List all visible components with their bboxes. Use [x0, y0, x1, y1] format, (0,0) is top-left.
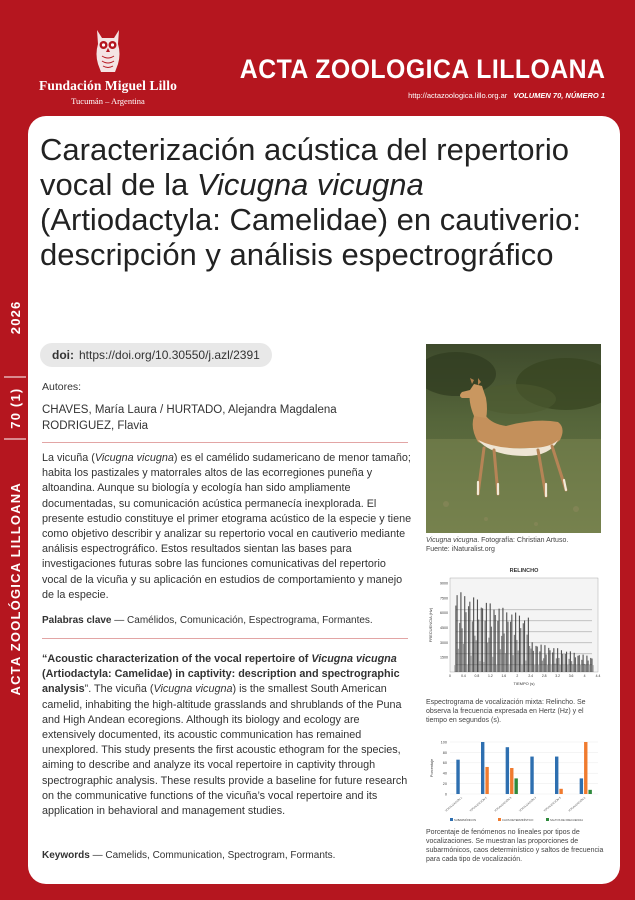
spectrogram-y-tick: 1500 [440, 655, 448, 660]
bar [481, 742, 484, 794]
spectrogram-x-tick: 0.4 [461, 674, 466, 678]
spectrogram-column [473, 597, 474, 672]
spectrogram-column [541, 645, 542, 672]
spectrogram-x-tick: 4.4 [595, 674, 601, 678]
spectrogram-column [567, 665, 568, 672]
spectrogram-column [519, 616, 520, 672]
spectrogram-column [532, 642, 533, 672]
bar [514, 778, 517, 794]
spectrogram-y-label: FRECUENCIA (Hz) [428, 607, 433, 643]
spectrogram-column [483, 662, 484, 672]
spectrogram-column [499, 609, 500, 672]
spectrogram-x-tick: 1.2 [488, 674, 493, 678]
spectrogram-column [513, 655, 514, 672]
bar-y-tick: 0 [444, 792, 447, 797]
spectrogram-x-label: TIEMPO (s) [513, 681, 535, 686]
spectrogram-column [521, 665, 522, 672]
spectrogram-column [546, 655, 547, 672]
spectrogram-harmonic-band [456, 664, 592, 665]
spectrogram-column [557, 648, 558, 672]
spectrogram-harmonic-band [456, 642, 592, 643]
spectrogram-column [455, 606, 456, 672]
spectrogram-harmonic-band [456, 653, 592, 654]
spectrogram-column [457, 595, 458, 672]
spectrogram-column [509, 665, 510, 672]
spectrogram-column [511, 615, 512, 672]
spectrogram-column [529, 646, 530, 672]
spectrogram-x-tick: 1.6 [501, 674, 507, 678]
spectrogram-column [454, 665, 455, 672]
legend-label: SUBARMÓNICOS [454, 818, 477, 822]
spectrogram-column [542, 661, 543, 672]
spectrogram-column [565, 654, 566, 672]
spectrogram-column [477, 600, 478, 672]
bar-chart-caption: Porcentaje de fenómenos no lineales por tipos de vocalizaciones. Se muestran las proporciones de subarmónicos, caos determinístico y saltos de frecuencia para cada tipo de vocalización. [426, 829, 604, 863]
spectrogram-column [471, 656, 472, 672]
spectrogram-column [468, 606, 469, 672]
keywords-en: Keywords — Camelids, Communication, Spectrogram, Formants. [42, 850, 336, 861]
authors-label: Autores: [42, 381, 82, 393]
spectrogram-column [566, 652, 567, 672]
spectrogram-column [464, 596, 465, 672]
spectrogram-column [486, 603, 487, 672]
spectrogram-column [574, 653, 575, 672]
abstract-en: “Acoustic characterization of the vocal repertoire of Vicugna vicugna (Artiodactyla: Camelidae) in captivity: description and spectrographic analysis”. The vicuña (Vicugna vicugna) is the smallest South American camelid, inhabiting the high-altitude grasslands and shrublands of the Puna and High Andean ecoregions. Although its biology and ecology are extensively documented, its acoustic communication has remained unexplored. This study presents the first acoustic ethogram for the species, aiming to describe and analyze its vocal repertoire in captivity through spectrographic analysis. These results provide a baseline for future research on the communicative functions of the vicuña’s vocal repertoire and its application in behavioral and management studies. [42, 653, 408, 818]
header-meta [408, 91, 605, 100]
spectrogram-column [504, 633, 505, 672]
spectrogram-column [576, 665, 577, 672]
bar-x-tick: VOCALIZACIÓN 6 [567, 796, 587, 813]
spectrogram-column [538, 665, 539, 672]
spectrogram-y-tick: 4500 [440, 625, 448, 630]
bar [588, 790, 591, 794]
spectrogram-y-tick: 9000 [440, 581, 448, 586]
legend-label: SALTOS DE FRECUENCIA [550, 818, 584, 822]
doi-link[interactable]: https://doi.org/10.30550/j.azl/2391 [79, 348, 260, 362]
side-label [2, 300, 28, 695]
spectrogram-column [520, 628, 521, 672]
institution-logo [28, 26, 188, 106]
journal-title: ACTA ZOOLOGICA LILLOANA [239, 54, 605, 84]
authors-list: CHAVES, María Laura / HURTADO, Alejandra Magdalena RODRIGUEZ, Flavia [42, 404, 337, 432]
spectrogram-y-tick: 3000 [440, 640, 448, 645]
spectrogram-x-tick: 2.8 [541, 674, 547, 678]
spectrogram-column [577, 656, 578, 672]
spectrogram-column [588, 661, 589, 672]
spectrogram-column [528, 618, 529, 672]
divider [42, 638, 408, 639]
spectrogram-column [530, 649, 531, 672]
spectrogram-column [570, 651, 571, 672]
spectrogram-column [537, 647, 538, 672]
spectrogram-column [563, 665, 564, 672]
legend-swatch [450, 818, 453, 821]
bar-y-tick: 80 [442, 750, 447, 755]
spectrogram-x-tick: 3.2 [555, 674, 560, 678]
institution-name: Fundación Miguel Lillo [39, 78, 177, 93]
bar-y-tick: 40 [442, 771, 447, 776]
spectrogram-x-tick: 4 [583, 674, 586, 678]
spectrogram-column [463, 644, 464, 672]
spectrogram-column [481, 608, 482, 672]
bar [580, 778, 583, 794]
spectrogram-column [591, 659, 592, 672]
spectrogram-x-tick: 3.6 [568, 674, 574, 678]
vicuna-photo [426, 344, 601, 533]
spectrogram-column [569, 659, 570, 672]
side-journal: ACTA ZOOLÓGICA LILLOANA [7, 481, 23, 695]
spectrogram-column [462, 628, 463, 672]
spectrogram-column [505, 653, 506, 672]
bar-x-tick: VOCALIZACIÓN 4 [518, 796, 537, 813]
spectrogram-column [476, 640, 477, 672]
journal-url[interactable]: http://actazoologica.lillo.org.ar [408, 91, 508, 100]
bar-chart [426, 734, 604, 826]
divider [42, 442, 408, 443]
owl-logo-icon [91, 26, 125, 74]
spectrogram-column [552, 652, 553, 672]
photo-caption: Vicugna vicugna. Fotografía: Christian Artuso. Fuente: iNaturalist.org [426, 537, 569, 553]
spectrogram-column [551, 665, 552, 672]
bar-y-label: Porcentaje [430, 758, 434, 778]
bar [559, 789, 562, 794]
volume-number: VOLUMEN 70, NÚMERO 1 [513, 91, 605, 100]
spectrogram-column [572, 664, 573, 672]
spectrogram-column [496, 665, 497, 672]
institution-place: Tucumán – Argentina [71, 96, 145, 106]
article-title: Caracterización acústica del repertorio vocal de la Vicugna vicugna (Artiodactyla: Camelidae) en cautiverio: descripción y análisis espectrográfico [40, 132, 582, 272]
spectrogram-column [579, 655, 580, 672]
spectrogram-column [469, 602, 470, 672]
spectrogram-harmonic-band [456, 620, 592, 621]
spectrogram-column [493, 610, 494, 672]
spectrogram-x-tick: 2 [516, 674, 519, 678]
abstract-es: La vicuña (Vicugna vicugna) es el camélido sudamericano de menor tamaño; habita los pastizales y matorrales altos de las ecorregiones puneña y altoandina. Aunque su biología y ecología han sido ampliamente documentadas, su comunicación acústica permanecía inexplorada. El presente estudio constituye el primer etograma acústico de la especie y tiene como objetivo describir y analizar su repertorio vocal en cautiverio mediante análisis espectrográfico. Estos resultados sientan las bases para investigaciones futuras sobre las funciones comunicativas del repertorio vocal de la vicuña y su aplicación en estudios de comportamiento y manejo de la especie. [42, 452, 412, 601]
bar [485, 767, 488, 794]
bar [584, 742, 587, 794]
legend-swatch [498, 818, 501, 821]
spectrogram-column [544, 645, 545, 672]
spectrogram-column [586, 656, 587, 672]
spectrogram-column [580, 665, 581, 672]
spectrogram-column [495, 615, 496, 672]
spectrogram-column [482, 608, 483, 672]
bar-x-tick: VOCALIZACIÓN 1 [444, 796, 463, 813]
side-issue: 70 (1) [7, 387, 23, 429]
spectrogram-column [487, 643, 488, 672]
bar-x-tick: VOCALIZACIÓN 3 [493, 796, 513, 813]
spectrogram-x-tick: 0 [449, 674, 451, 678]
spectrogram-column [593, 665, 594, 672]
spectrogram-column [585, 664, 586, 672]
spectrogram-column [562, 654, 563, 672]
spectrogram-column [539, 651, 540, 672]
bar-x-tick: VOCALIZACIÓN 5 [543, 796, 562, 813]
bar-y-tick: 20 [442, 782, 447, 786]
article-panel [28, 116, 620, 884]
spectrogram-x-tick: 0.8 [474, 674, 480, 678]
spectrogram-harmonic-band [456, 631, 592, 632]
spectrogram-column [516, 640, 517, 672]
spectrogram-title: RELINCHO [509, 568, 539, 574]
spectrogram-column [589, 665, 590, 672]
spectrogram-column [467, 665, 468, 672]
bar-y-tick: 100 [440, 740, 447, 745]
legend-swatch [546, 818, 549, 821]
spectrogram-column [548, 648, 549, 672]
spectrogram-column [479, 661, 480, 672]
spectrogram-column [560, 665, 561, 672]
bar [506, 747, 509, 794]
spectrogram-column [502, 608, 503, 672]
spectrogram-column [571, 661, 572, 672]
spectrogram-column [547, 665, 548, 672]
legend-label: CAOS DETERMINÍSTICO [502, 818, 534, 822]
bar-y-tick: 60 [442, 761, 447, 766]
doi-label: doi: [52, 348, 74, 362]
bar-x-tick: VOCALIZACIÓN 2 [469, 796, 488, 813]
doi-badge[interactable] [40, 343, 272, 367]
spectrogram-caption: Espectrograma de vocalización mixta: Relincho. Se observa la frecuencia expresada en Hertz (Hz) y el tiempo en segundos (s). [426, 699, 586, 724]
spectrogram-column [525, 661, 526, 672]
spectrogram-y-tick: 7500 [440, 596, 448, 601]
spectrogram-x-tick: 2.4 [528, 674, 534, 678]
bar [456, 760, 459, 794]
bar [510, 768, 513, 794]
spectrogram-column [534, 665, 535, 672]
spectrogram-column [581, 660, 582, 672]
side-year: 2026 [7, 300, 23, 334]
spectrogram-y-tick: 6000 [440, 611, 448, 616]
spectrogram-column [583, 655, 584, 672]
spectrogram-column [458, 649, 459, 672]
spectrogram-column [500, 649, 501, 672]
spectrogram-column [553, 648, 554, 672]
keywords-es: Palabras clave — Camélidos, Comunicación, Espectrograma, Formantes. [42, 615, 373, 626]
spectrogram-column [535, 646, 536, 672]
spectrogram-harmonic-band [456, 609, 592, 610]
spectrogram-column [490, 603, 491, 672]
bar [530, 757, 533, 794]
spectrogram-chart [426, 564, 604, 696]
bar [555, 757, 558, 794]
